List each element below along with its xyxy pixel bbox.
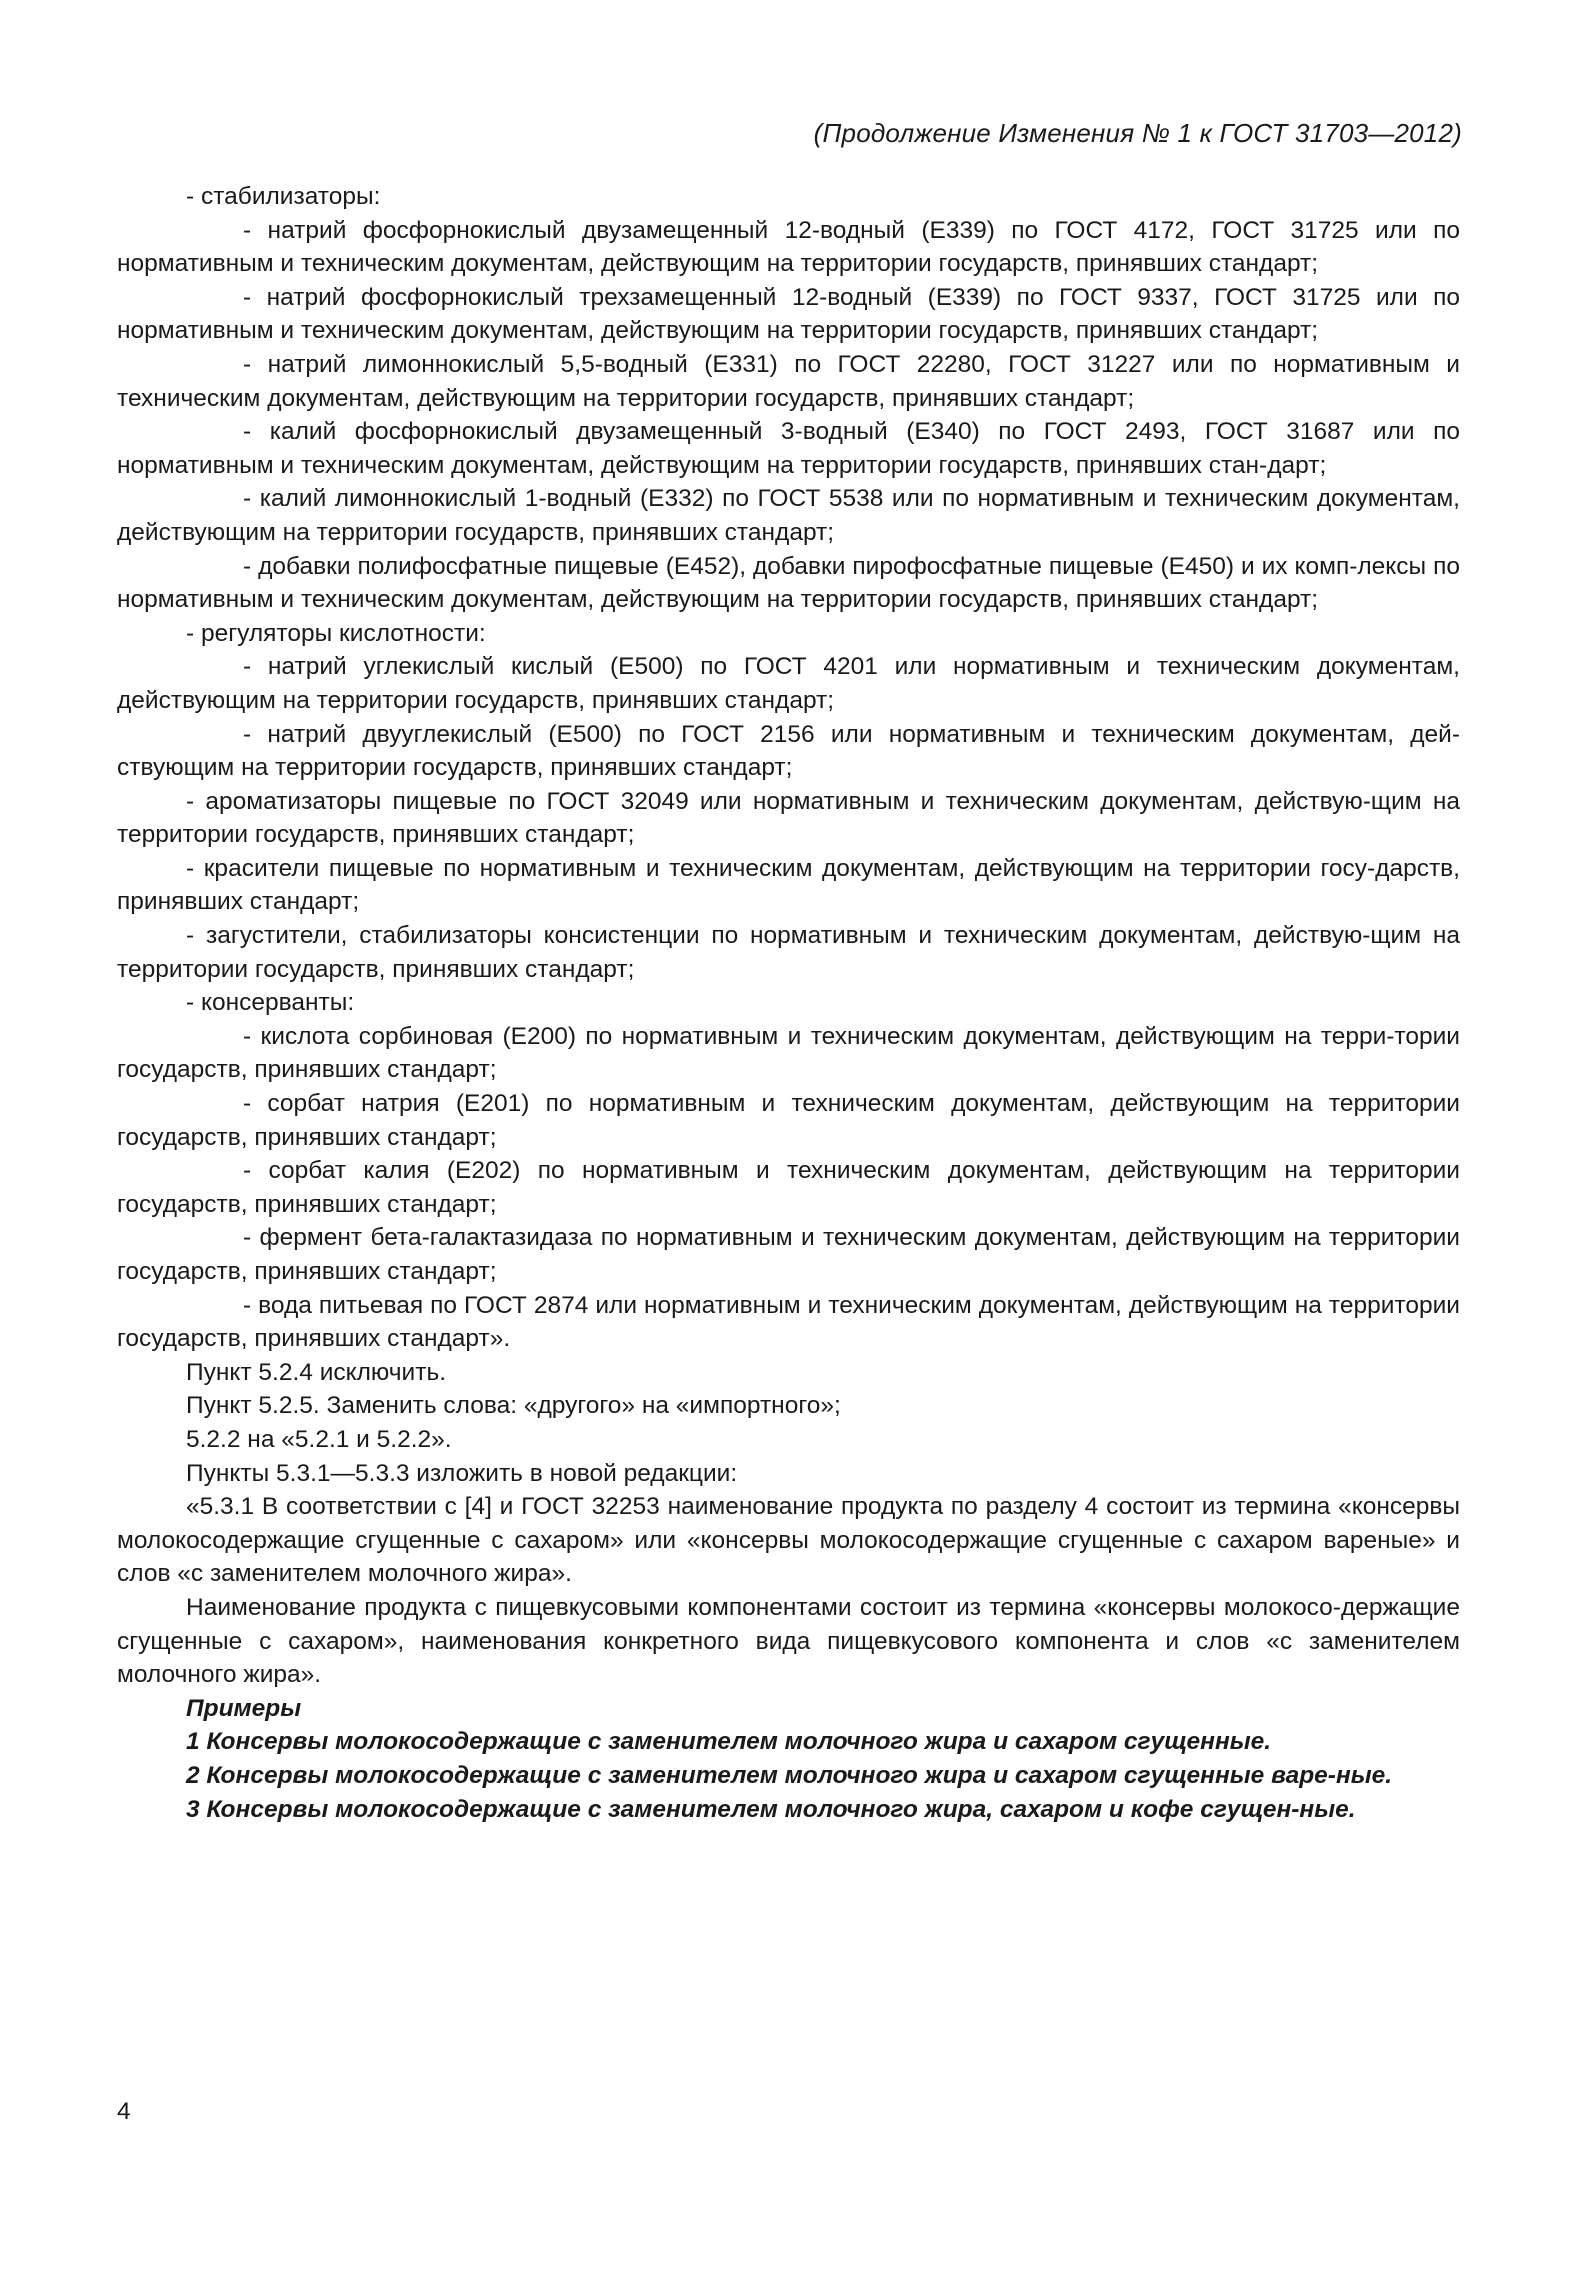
paragraph: - сорбат натрия (Е201) по нормативным и техническим документам, действующим на территории государств, принявших стандарт; (117, 1090, 1460, 1151)
examples-heading: Примеры (186, 1694, 302, 1722)
paragraph: - натрий углекислый кислый (Е500) по ГОСТ 4201 или нормативным и техническим документам, действующим на территории государств, принявших стандарт; (117, 653, 1460, 714)
paragraph: - фермент бета-галактазидаза по нормативным и техническим документам, действующим на территории государств, принявших стандарт; (117, 1224, 1460, 1285)
paragraph: «5.3.1 В соответствии с [4] и ГОСТ 32253 наименование продукта по разделу 4 состоит из термина «консервы молокосодержащие сгущенные с сахаром» или «консервы молокосодержащие сгущенные с сахаром вареные» и слов «с заменителем молочного жира». (117, 1493, 1460, 1588)
paragraph: - натрий фосфорнокислый трехзамещенный 12-водный (Е339) по ГОСТ 9337, ГОСТ 31725 или по нормативным и техническим документам, действующим на территории государств, принявших стандарт; (117, 283, 1460, 345)
paragraph: - кислота сорбиновая (Е200) по нормативным и техническим документам, действующим на терри-тории государств, принявших стандарт; (117, 1022, 1460, 1084)
paragraph: - регуляторы кислотности: (186, 619, 486, 647)
paragraph: Пункт 5.2.4 исключить. (186, 1358, 447, 1386)
document-body (117, 180, 1460, 1826)
paragraph: - загустители, стабилизаторы консистенции по нормативным и техническим документам, действую-щим на территории государств, принявших стандарт; (117, 922, 1460, 983)
example-item: 3 Консервы молокосодержащие с заменителем молочного жира, сахаром и кофе сгущен-ные. (186, 1795, 1356, 1823)
paragraph: Пункты 5.3.1—5.3.3 изложить в новой редакции: (186, 1459, 738, 1487)
paragraph: - ароматизаторы пищевые по ГОСТ 32049 или нормативным и техническим документам, действую-щим на территории государств, принявших стандарт; (117, 787, 1460, 849)
example-item: 1 Консервы молокосодержащие с заменителем молочного жира и сахаром сгущенные. (186, 1728, 1272, 1756)
example-item: 2 Консервы молокосодержащие с заменителем молочного жира и сахаром сгущенные варе-ные. (186, 1761, 1393, 1789)
paragraph: - сорбат калия (Е202) по нормативным и техническим документам, действующим на территории государств, принявших стандарт; (117, 1157, 1460, 1218)
paragraph: - вода питьевая по ГОСТ 2874 или нормативным и техническим документам, действующим на территории государств, принявших стандарт». (117, 1291, 1460, 1353)
paragraph: - калий фосфорнокислый двузамещенный 3-водный (Е340) по ГОСТ 2493, ГОСТ 31687 или по нормативным и техническим документам, действующим на территории государств, принявших стан-дарт; (117, 418, 1460, 479)
paragraph: - красители пищевые по нормативным и техническим документам, действующим на территории госу-дарств, принявших стандарт; (117, 854, 1460, 916)
document-header: (Продолжение Изменения № 1 к ГОСТ 31703—2012) (813, 118, 1462, 148)
paragraph: 5.2.2 на «5.2.1 и 5.2.2». (186, 1425, 452, 1453)
paragraph: - натрий лимоннокислый 5,5-водный (Е331) по ГОСТ 22280, ГОСТ 31227 или по нормативным и техническим документам, действующим на территории государств, принявших стандарт; (117, 350, 1460, 412)
paragraph: - добавки полифосфатные пищевые (Е452), добавки пирофосфатные пищевые (Е450) и их комп-лексы по нормативным и техническим документам, действующим на территории государств, принявших стандарт; (117, 552, 1460, 614)
paragraph: - стабилизаторы: (186, 183, 381, 210)
paragraph: Наименование продукта с пищевкусовыми компонентами состоит из термина «консервы молокосо-держащие сгущенные с сахаром», наименования конкретного вида пищевкусового компонента и слов «с заменителем молочного жира». (117, 1593, 1460, 1689)
paragraph: - натрий двууглекислый (Е500) по ГОСТ 2156 или нормативным и техническим документам, дей-ствующим на территории государств, принявших стандарт; (117, 720, 1460, 782)
paragraph: - консерванты: (186, 989, 355, 1017)
paragraph: - калий лимоннокислый 1-водный (Е332) по ГОСТ 5538 или по нормативным и техническим документам, действующим на территории государств, принявших стандарт; (117, 485, 1460, 546)
paragraph: - натрий фосфорнокислый двузамещенный 12-водный (Е339) по ГОСТ 4172, ГОСТ 31725 или по нормативным и техническим документам, действующим на территории государств, принявших стандарт; (117, 216, 1460, 278)
paragraph: Пункт 5.2.5. Заменить слова: «другого» на «импортного»; (186, 1392, 841, 1420)
page-number: 4 (117, 2098, 131, 2125)
